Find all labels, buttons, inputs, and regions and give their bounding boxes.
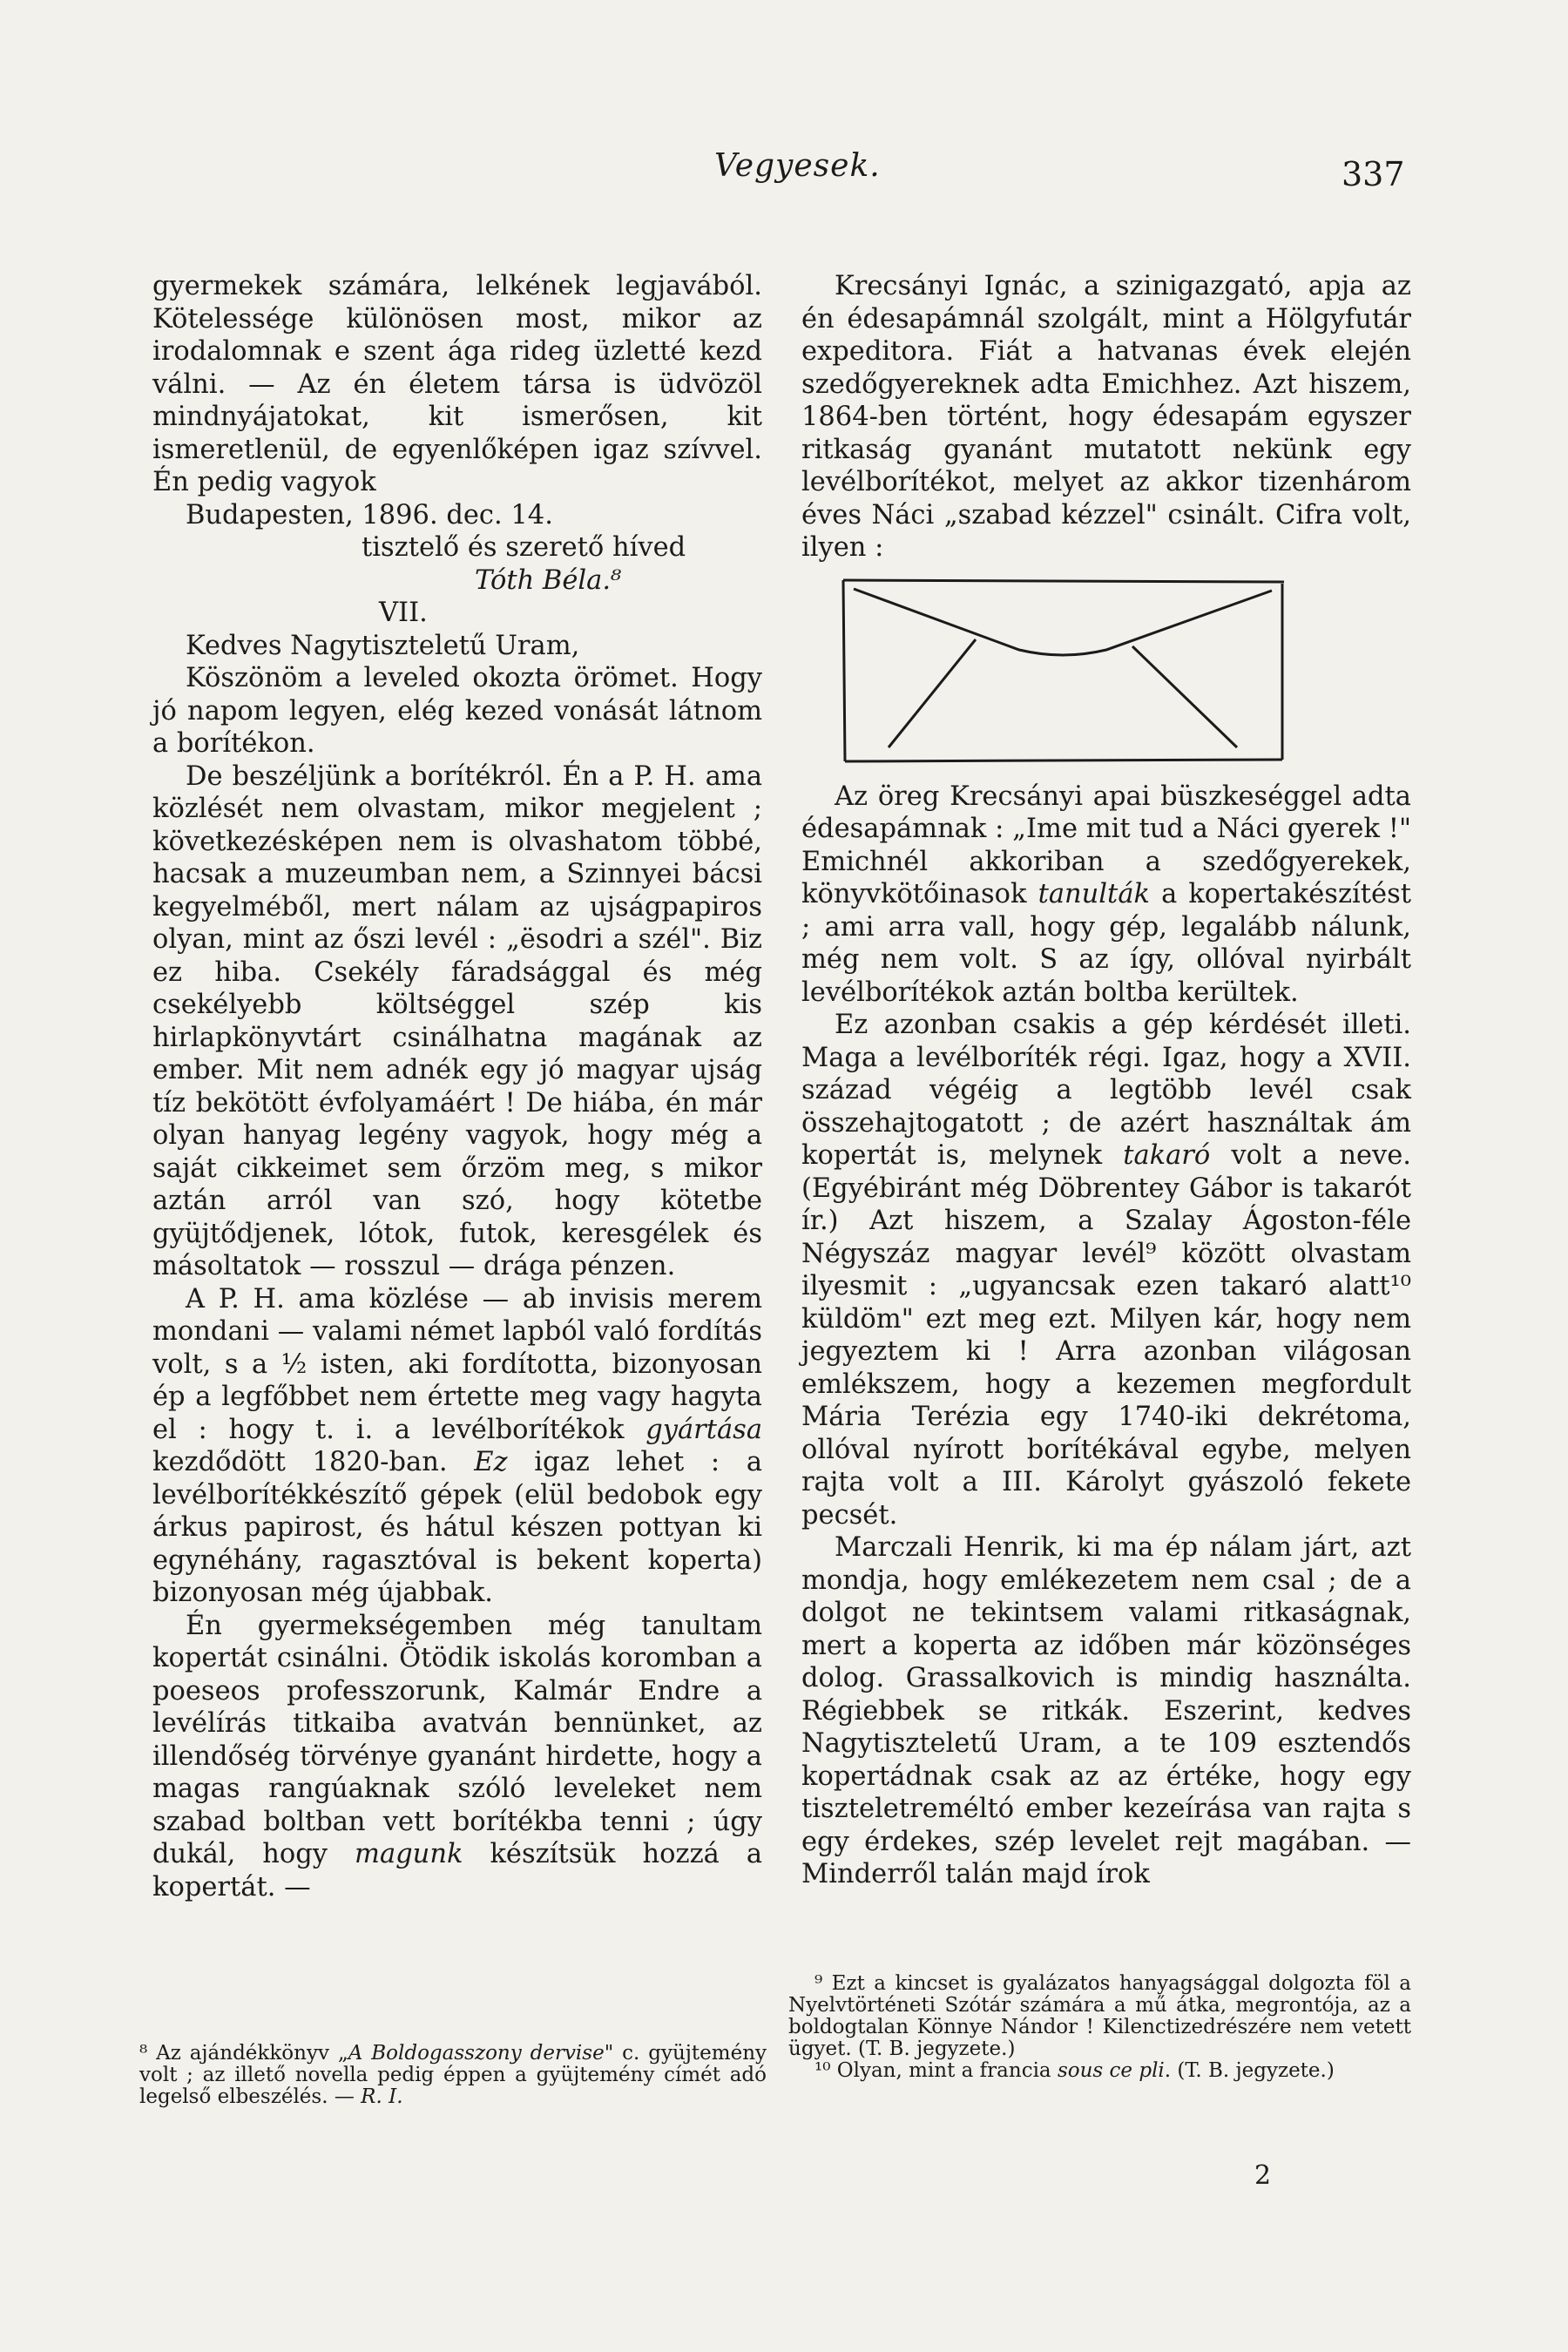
right-column	[801, 270, 1411, 1891]
left-paragraph-4: A P. H. ama közlése — ab invisis merem mondani — valami német lapból való fordítás volt, s a ½ isten, aki fordította, bizonyosan ép a legfőbbet nem értette meg vagy hagyta el : hogy t. i. a levélborítékok gyártása kezdődött 1820-ban. Ez igaz lehet : a levélborítékkészítő gépek (elül bedobok egy árkus papirost, és hátul készen pottyan ki egynéhány, ragasztóval is bekent koperta) bizonyosan még újabbak.	[152, 1283, 763, 1608]
signature-mark: 2	[1254, 2160, 1272, 2191]
right-paragraph-3: Ez azonban csakis a gép kérdését illeti. Maga a levélboríték régi. Igaz, hogy a XVII. század végéig a legtöbb levél csak összehajtogatott ; de azért használtak ám kopertát is, melynek takaró volt a neve. (Egyébiránt még Döbrentey Gábor is takarót ír.) Azt hiszem, a Szalay Ágoston-féle Négyszáz magyar levél⁹ között olvastam ilyesmit : „ugyancsak ezen takaró alatt¹⁰ küldöm" ezt meg ezt. Milyen kár, hogy nem jegyeztem ki ! Arra azonban világosan emlékszem, hogy a kezemen megfordult Mária Terézia egy 1740-iki dekrétoma, ollóval nyírott borítékával egybe, melyen rajta volt a III. Károlyt gyászoló fekete pecsét.	[801, 1010, 1411, 1531]
left-column	[152, 270, 762, 1903]
left-paragraph-5: Én gyermekségemben még tanultam kopertát csinálni. Ötödik iskolás koromban a poeseos professzorunk, Kalmár Endre a levélírás titkaiba avatván bennünket, az illendőség törvénye gyanánt hirdette, hogy a magas rangúaknak szóló leveleket nem szabad boltban vett borítékba tenni ; úgy dukál, hogy magunk készítsük hozzá a kopertát. —	[152, 1610, 763, 1903]
footnote-10: ¹⁰ Olyan, mint a francia sous ce pli. (T. B. jegyzete.)	[814, 2059, 1335, 2082]
page-number: 337	[1342, 155, 1405, 193]
envelope-icon	[836, 573, 1289, 765]
section-number: VII.	[379, 598, 428, 628]
salutation: Kedves Nagytiszteletű Uram,	[186, 630, 580, 661]
left-paragraph-2: Köszönöm a leveled okozta örömet. Hogy jó napom legyen, elég kezed vonását látnom a borítékon.	[152, 663, 762, 759]
left-paragraph-3: De beszéljünk a borítékról. Én a P. H. ama közlését nem olvastam, mikor megjelent ; következésképen nem is olvashatom többé, hacsak a muzeumban nem, a Szinnyei bácsi kegyelméből, mert nálam az ujságpapiros olyan, mint az őszi levél : „ësodri a szél". Biz ez hiba. Csekély fáradsággal és még csekélyebb költséggel szép kis hirlapkönyvtárt csinálhatna magának az ember. Mit nem adnék egy jó magyar ujság tíz bekötött évfolyamáért ! De hiába, én már olyan hanyag legény vagyok, hogy még a saját cikkeimet sem őrzöm meg, s mikor aztán arról van szó, hogy kötetbe gyüjtődjenek, lótok, futok, keresgélek és másoltatok — rosszul — drága pénzen.	[152, 760, 762, 1281]
left-paragraph-1: gyermekek számára, lelkének legjavából. Kötelessége különösen most, mikor az irodalomnak e szent ága rideg üzletté kezd válni. — Az én életem társa is üdvözöl mindnyájatokat, kit ismerősen, kit ismeretlenül, de egyenlőképen igaz szívvel. Én pedig vagyok	[152, 271, 762, 497]
signature: Tóth Béla.⁸	[475, 564, 622, 596]
footnotes-right	[788, 1973, 1411, 2082]
footnote-8: ⁸ Az ajándékkönyv „A Boldogasszony dervise" c. gyüjtemény volt ; az illető novella pedig éppen a gyüjtemény címét adó legelső elbeszélés. — R. I.	[139, 2042, 767, 2108]
footnote-9: ⁹ Ezt a kincset is gyalázatos hanyagsággal dolgozta föl a Nyelvtörténeti Szótár számára a mű átka, megrontója, az a boldogtalan Könnye Nándor ! Kilenctizedrészére nem vetett ügyet. (T. B. jegyzete.)	[788, 1972, 1411, 2060]
closing-line: tisztelő és szerető híved	[362, 532, 686, 563]
place-date: Budapesten, 1896. dec. 14.	[186, 499, 553, 531]
right-paragraph-1: Krecsányi Ignác, a szinigazgató, apja az én édesapámnál szolgált, mint a Hölgyfutár expeditora. Fiát a hatvanas évek elején szedőgyereknek adta Emichhez. Azt hiszem, 1864-ben történt, hogy édesapám egyszer ritkaság gyanánt mutatott nekünk egy levélborítékot, melyet az akkor tizenhárom éves Náci „szabad kézzel" csinált. Cifra volt, ilyen :	[801, 271, 1411, 563]
running-head: Vegyesek.	[714, 148, 881, 184]
right-paragraph-2: Az öreg Krecsányi apai büszkeséggel adta édesapámnak : „Ime mit tud a Náci gyerek !" Emichnél akkoriban a szedőgyerekek, könyvkötőinasok tanulták a kopertakészítést ; ami arra vall, hogy gép, legalább nálunk, még nem volt. S az így, ollóval nyirbált levélborítékok aztán boltba kerültek.	[801, 781, 1411, 1008]
right-paragraph-4: Marczali Henrik, ki ma ép nálam járt, azt mondja, hogy emlékezetem nem csal ; de a dolgot ne tekintsem valami ritkaságnak, mert a koperta az időben már közönséges dolog. Grassalkovich is mindig használta. Régiebbek se ritkák. Eszerint, kedves Nagytiszteletű Uram, a te 109 esztendős kopertádnak csak az az értéke, hogy egy tiszteletreméltó ember kezeírása van rajta s egy érdekes, szép levelet rejt magában. — Minderről talán majd írok	[801, 1532, 1411, 1889]
